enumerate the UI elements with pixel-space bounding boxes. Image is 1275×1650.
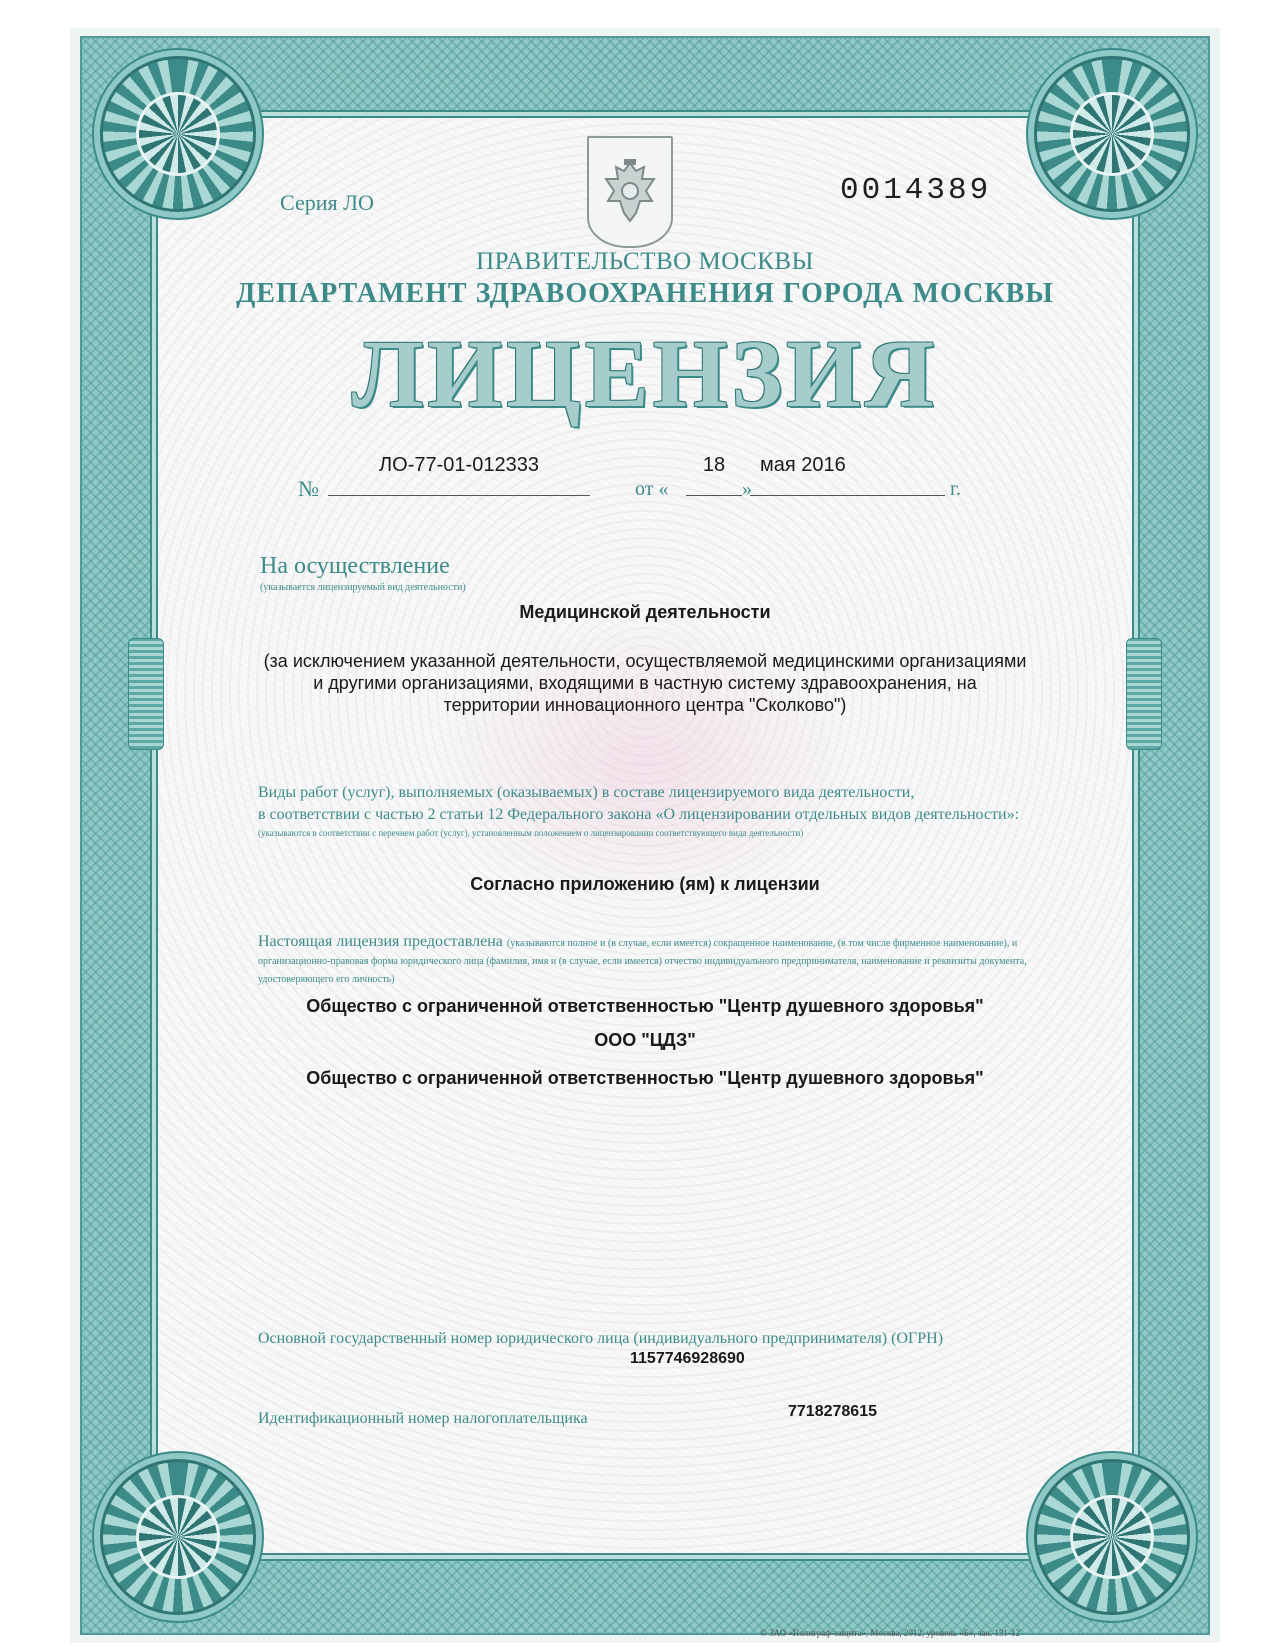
document-title: ЛИЦЕНЗИЯ: [351, 320, 939, 427]
licensee-label: Настоящая лицензия предоставлена: [258, 933, 503, 950]
rosette-icon: [100, 1459, 256, 1615]
activity-hint: (указывается лицензируемый вид деятельности): [260, 582, 466, 593]
works-line: Виды работ (услуг), выполняемых (оказываемых) в составе лицензируемого вида деятельности,: [258, 784, 915, 801]
works-description: [258, 782, 1038, 826]
exclusion-line: территории инновационного центра "Сколково"): [443, 695, 847, 715]
works-line: в соответствии с частью 2 статьи 12 Федерального закона «О лицензировании отдельных видов деятельности»:: [258, 806, 1020, 823]
month-underline: [750, 495, 945, 496]
license-number: ЛО-77-01-012333: [379, 454, 539, 476]
inn-label: Идентификационный номер налогоплательщика: [258, 1410, 588, 1427]
day-underline: [686, 495, 742, 496]
printer-imprint: © ЗАО «Полиграф-защита», Москва, 2012, уровень «Б», зак. 131-12: [760, 1628, 1020, 1638]
activity-label: На осуществление: [260, 553, 450, 579]
coat-of-arms-icon: [587, 136, 673, 248]
works-hint: (указываются в соответствии с перечнем работ (услуг), установленным положением о лицензировании соответствующего вида деятельности): [258, 828, 804, 838]
exclusion-line: и другими организациями, входящими в частную систему здравоохранения, на: [313, 673, 977, 693]
department-heading: ДЕПАРТАМЕНТ ЗДРАВООХРАНЕНИЯ ГОРОДА МОСКВЫ: [236, 278, 1054, 309]
licensee-hint: (указываются полное и (в случае, если имеется) сокращенное наименование, (в том числе фирменное наименование), и организационно-правовая форма юридического лица (фамилия, имя и (в случае, если имеется) отчество индивидуального предпринимателя, наименование и реквизиты документа, удостоверяющего его личность): [258, 938, 1027, 985]
date-from-label: от «: [635, 478, 669, 500]
ogrn-value: 1157746928690: [630, 1350, 745, 1367]
rosette-icon: [100, 56, 256, 212]
rosette-icon: [1034, 56, 1190, 212]
serial-number: 0014389: [840, 173, 992, 208]
annex-reference: Согласно приложению (ям) к лицензии: [470, 874, 820, 894]
government-heading: ПРАВИТЕЛЬСТВО МОСКВЫ: [476, 248, 814, 275]
licensee-full-name: Общество с ограниченной ответственностью "Центр душевного здоровья": [306, 996, 984, 1016]
activity-name: Медицинской деятельности: [519, 602, 771, 622]
inn-value: 7718278615: [788, 1403, 877, 1420]
licensee-short-name: ООО "ЦДЗ": [594, 1030, 696, 1050]
year-suffix: г.: [950, 478, 961, 500]
license-month-year: мая 2016: [760, 454, 846, 476]
number-label: №: [298, 476, 319, 501]
series-label: Серия ЛО: [280, 190, 374, 215]
licensee-brand-name: Общество с ограниченной ответственностью "Центр душевного здоровья": [306, 1068, 984, 1088]
license-day: 18: [702, 454, 726, 476]
activity-exclusion: [70, 650, 1220, 716]
quote-close: »: [742, 478, 752, 500]
rosette-icon: [1034, 1459, 1190, 1615]
exclusion-line: (за исключением указанной деятельности, осуществляемой медицинскими организациями: [263, 651, 1027, 671]
number-underline: [328, 495, 590, 496]
license-sheet: [70, 28, 1220, 1643]
ogrn-label: Основной государственный номер юридического лица (индивидуального предпринимателя) (ОГРН): [258, 1330, 944, 1347]
licensee-intro: [258, 934, 1058, 988]
